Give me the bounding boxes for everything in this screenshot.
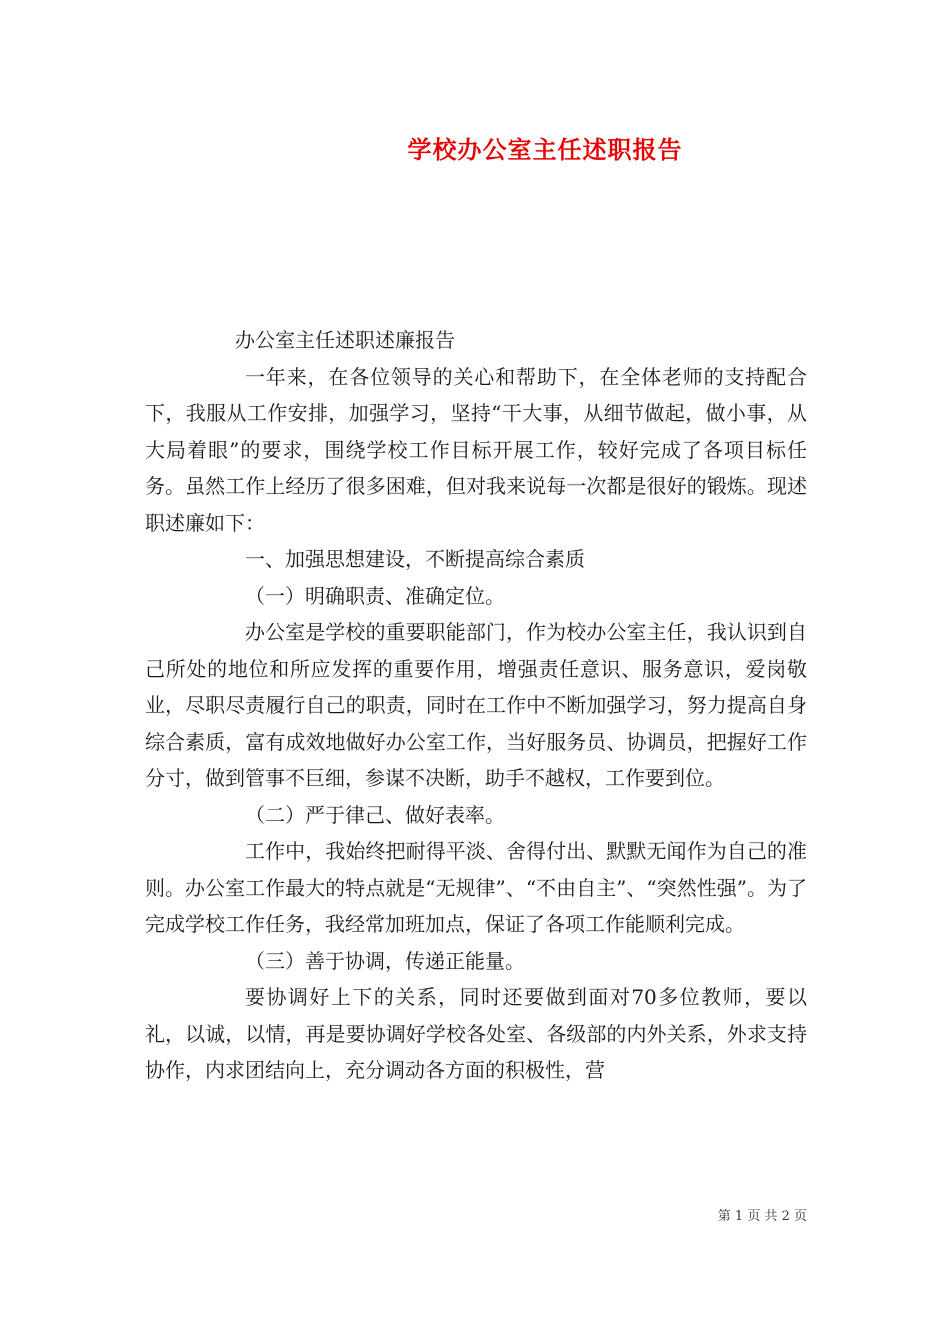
subsection-heading-2: （二）严于律己、做好表率。 bbox=[245, 802, 505, 827]
document-title: 学校办公室主任述职报告 bbox=[407, 135, 683, 164]
paragraph-coordination: 要协调好上下的关系，同时还要做到面对70多位教师，要以礼，以诚，以情，再是要协调好学校各处室、各级部的内外关系，外求支持协作，内求团结向上，充分调动各方面的积极性，营 bbox=[145, 985, 807, 1082]
subsection-heading-1: （一）明确职责、准确定位。 bbox=[245, 583, 505, 608]
page-number: 第 1 页 共 2 页 bbox=[717, 1209, 807, 1224]
subsection-heading-3: （三）善于协调，传递正能量。 bbox=[245, 948, 525, 973]
section-heading-1: 一、加强思想建设，不断提高综合素质 bbox=[245, 547, 585, 571]
document-body bbox=[145, 322, 807, 1089]
paragraph-duties: 办公室是学校的重要职能部门，作为校办公室主任，我认识到自己所处的地位和所应发挥的重要作用，增强责任意识、服务意识，爱岗敬业，尽职尽责履行自己的职责，同时在工作中不断加强学习，努力提高自身综合素质，富有成效地做好办公室工作，当好服务员、协调员，把握好工作分寸，做到管事不巨细，参谋不决断，助手不越权，工作要到位。 bbox=[145, 620, 807, 790]
paragraph-discipline: 工作中，我始终把耐得平淡、舍得付出、默默无闻作为自己的准则。办公室工作最大的特点就是“无规律”、“不由自主”、“突然性强”。为了完成学校工作任务，我经常加班加点，保证了各项工作能顺利完成。 bbox=[145, 839, 807, 936]
paragraph-intro: 一年来，在各位领导的关心和帮助下，在全体老师的支持配合下，我服从工作安排，加强学习，坚持“干大事，从细节做起，做小事，从大局着眼”的要求，围绕学校工作目标开展工作，较好完成了各项目标任务。虽然工作上经历了很多困难，但对我来说每一次都是很好的锻炼。现述职述廉如下： bbox=[145, 364, 807, 535]
document-subtitle: 办公室主任述职述廉报告 bbox=[235, 328, 455, 352]
